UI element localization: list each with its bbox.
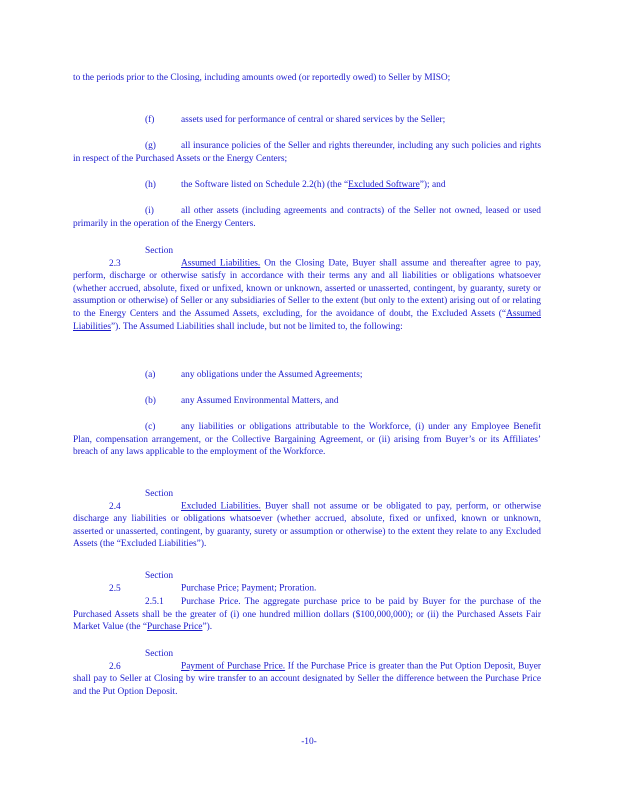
section-heading: Assumed Liabilities. [181,258,261,269]
item-text: ”). [202,622,213,633]
list-item-a [73,369,541,382]
page-number: -10- [301,737,317,747]
list-item-c [73,421,541,459]
item-label: (g) [145,141,156,151]
item-label: (f) [145,115,155,125]
section-text: On the Closing Date, Buyer shall assume and thereafter agree to pay, perform, discharge or otherwise satisfy in accordance with their terms any and all liabilities or obligations whatsoever (whether accrued, absolute, fixed or unfixed, known or unknown, asserted or unasserted, contingent, by guaranty, surety or assumption or otherwise) of Seller or any subsidiaries of Seller to the extent (but only to the extent) arising out of or relating to the Energy Centers and the Assumed Assets, excluding, for the avoidance of doubt, the Excluded Assets (“ [73,258,541,319]
section-2-5 [73,570,541,595]
section-2-3 [73,245,541,333]
item-label: 2.5.1 [145,597,164,607]
item-text: the Software listed on Schedule 2.2(h) (the “ [181,180,349,190]
item-text: any obligations under the Assumed Agreements; [181,370,363,380]
section-heading: Purchase Price; Payment; Proration. [181,583,317,594]
item-text: all other assets (including agreements and contracts) of the Seller not owned, leased or used primarily in the operation of the Energy Centers. [73,206,541,229]
list-item-g [73,140,541,165]
section-text: ”). The Assumed Liabilities shall include, but not be limited to, the following: [111,321,403,332]
list-item-b [73,395,541,408]
defined-term: Assumed Liabilities [73,308,541,332]
item-label: (a) [145,370,156,380]
paragraph-text: to the periods prior to the Closing, including amounts owed (or reportedly owed) to Seller by MISO; [73,73,451,83]
item-text: assets used for performance of central or shared services by the Seller; [181,115,446,125]
defined-term: Purchase Price [147,622,203,633]
list-item-i [73,205,541,230]
section-number: Section 2.3 [109,246,174,269]
item-label: (i) [145,206,154,216]
section-2-4 [73,488,541,551]
section-heading: Excluded Liabilities. [181,501,261,512]
item-label: (c) [145,422,156,432]
item-text: all insurance policies of the Seller and rights thereunder, including any such policies and rights in respect of the Purchased Assets or the Energy Centers; [73,141,541,164]
section-2-5-1 [73,596,541,634]
section-number: Section 2.4 [109,489,174,512]
section-heading: Payment of Purchase Price. [181,661,286,672]
item-text: any liabilities or obligations attributable to the Workforce, (i) under any Employee Benefit Plan, compensation arrangement, or the Collective Bargaining Agreement, or (ii) arising from Buyer’s or its Affiliates’ breach of any laws applicable to the employment of the Workforce. [73,422,541,458]
item-label: (h) [145,180,156,190]
section-number: Section 2.6 [109,649,174,672]
defined-term: Excluded Software [348,180,420,190]
section-number: Section 2.5 [109,571,174,594]
list-item-f [73,114,541,127]
item-text: ”); and [419,180,446,190]
item-label: (b) [145,396,156,406]
section-2-6 [73,648,541,698]
item-text: any Assumed Environmental Matters, and [181,396,339,406]
item-text: The aggregate purchase price to be paid by Buyer for the purchase of the Purchased Assets shall be the greater of (i) one hundred million dollars ($100,000,000); or (ii) the Purchased Assets Fair Market Value (the “ [73,597,541,633]
paragraph-continuation [73,72,541,85]
item-heading: Purchase Price. [181,597,241,607]
section-text: If the Purchase Price is greater than the Put Option Deposit, Buyer shall pay to Seller at Closing by wire transfer to an account designated by Seller the difference between the Purchase Price and the Put Option Deposit. [73,661,541,697]
section-text: Buyer shall not assume or be obligated to pay, perform, or otherwise discharge any liabilities or obligations whatsoever (whether accrued, absolute, fixed or unfixed, known or unknown, asserted or unasserted, contingent, by guaranty, surety or assumption or otherwise) to the extent they relate to any Excluded Assets (the “Excluded Liabilities”). [73,501,541,550]
list-item-h [73,179,541,192]
